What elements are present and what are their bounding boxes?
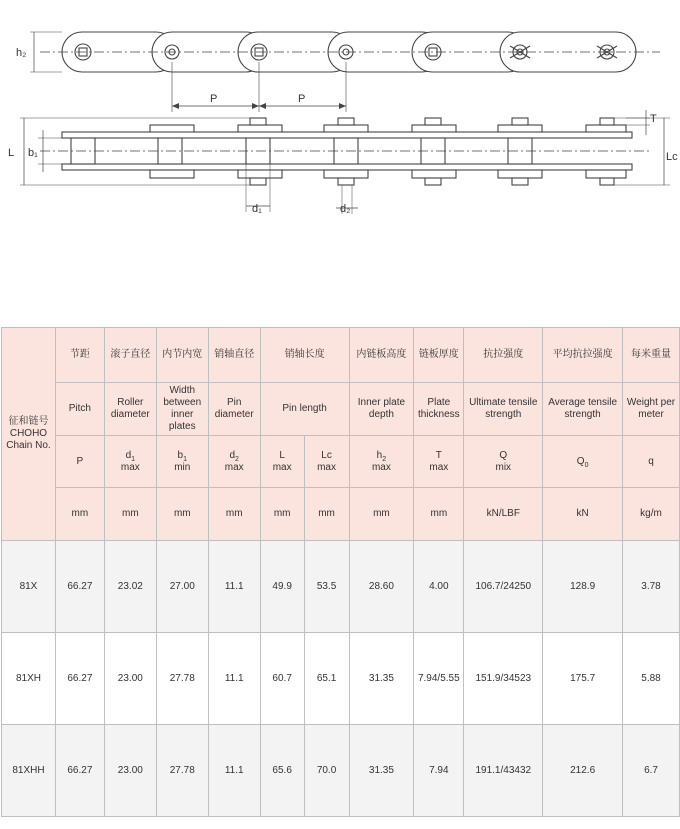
- col-unit-pin-length-lc: mm: [304, 488, 349, 541]
- col-sym-pitch: P: [55, 436, 104, 488]
- table-cell: 212.6: [543, 725, 623, 817]
- col-zh-plate-thickness: 链板厚度: [414, 328, 464, 383]
- chain-technical-drawing: [0, 0, 680, 230]
- table-cell: 66.27: [55, 633, 104, 725]
- col-en-inner-width: Width between inner plates: [156, 383, 208, 436]
- col-sym-roller-diameter: $d_1$ max: [104, 436, 156, 488]
- table-cell: 49.9: [260, 541, 304, 633]
- header-row-chinese: [2, 328, 680, 383]
- table-cell: 28.60: [349, 541, 414, 633]
- table-cell: 11.1: [208, 633, 260, 725]
- col-en-ultimate-tensile: Ultimate tensile strength: [464, 383, 543, 436]
- table-cell: 7.94: [414, 725, 464, 817]
- table-cell: 60.7: [260, 633, 304, 725]
- col-unit-inner-width: mm: [156, 488, 208, 541]
- table-cell: 27.00: [156, 541, 208, 633]
- table-cell: 66.27: [55, 725, 104, 817]
- table-cell: 128.9: [543, 541, 623, 633]
- col-zh-pitch: 节距: [55, 328, 104, 383]
- chain-no-cell: 81XH: [2, 633, 56, 725]
- col-en-average-tensile: Average tensile strength: [543, 383, 623, 436]
- table-cell: 70.0: [304, 725, 349, 817]
- col-zh-weight: 每米重量: [623, 328, 680, 383]
- table-cell: 106.7/24250: [464, 541, 543, 633]
- table-cell: 23.02: [104, 541, 156, 633]
- chain-no-header: 征和链号 CHOHO Chain No.: [2, 328, 56, 541]
- col-zh-ultimate-tensile: 抗拉强度: [464, 328, 543, 383]
- table-cell: 65.6: [260, 725, 304, 817]
- col-sym-plate-thickness: T max: [414, 436, 464, 488]
- col-unit-roller-diameter: mm: [104, 488, 156, 541]
- table-cell: 23.00: [104, 633, 156, 725]
- col-unit-pitch: mm: [55, 488, 104, 541]
- header-row-english: [2, 383, 680, 436]
- col-en-pitch: Pitch: [55, 383, 104, 436]
- chain-specification-table: [1, 327, 680, 817]
- table-cell: 53.5: [304, 541, 349, 633]
- dim-label-d2: d₂: [340, 203, 351, 215]
- col-unit-ultimate-tensile: kN/LBF: [464, 488, 543, 541]
- table-cell: 27.78: [156, 633, 208, 725]
- table-cell: 3.78: [623, 541, 680, 633]
- table-row: [2, 541, 680, 633]
- header-row-symbols: [2, 436, 680, 488]
- col-sym-average-tensile: $Q_0$: [543, 436, 623, 488]
- table-cell: 31.35: [349, 633, 414, 725]
- col-unit-pin-diameter: mm: [208, 488, 260, 541]
- table-cell: 7.94/5.55: [414, 633, 464, 725]
- table-cell: 6.7: [623, 725, 680, 817]
- dim-label-lc: Lc: [666, 151, 678, 163]
- col-sym-weight: q: [623, 436, 680, 488]
- chain-no-cell: 81XHH: [2, 725, 56, 817]
- col-sym-inner-plate-depth: $h_2$ max: [349, 436, 414, 488]
- table-cell: 4.00: [414, 541, 464, 633]
- table-cell: 11.1: [208, 725, 260, 817]
- table-cell: 191.1/43432: [464, 725, 543, 817]
- col-sym-ultimate-tensile: Q mix: [464, 436, 543, 488]
- table-cell: 31.35: [349, 725, 414, 817]
- col-unit-pin-length-l: mm: [260, 488, 304, 541]
- col-en-roller-diameter: Roller diameter: [104, 383, 156, 436]
- dim-label-h2: h₂: [16, 47, 27, 59]
- col-sym-pin-length-l: L max: [260, 436, 304, 488]
- col-zh-pin-diameter: 销轴直径: [208, 328, 260, 383]
- dim-label-b1: b₁: [28, 147, 38, 159]
- col-zh-roller-diameter: 滚子直径: [104, 328, 156, 383]
- header-row-units: [2, 488, 680, 541]
- table-row: [2, 633, 680, 725]
- col-unit-average-tensile: kN: [543, 488, 623, 541]
- chain-side-view: [30, 32, 660, 112]
- col-zh-pin-length: 销轴长度: [260, 328, 349, 383]
- col-unit-plate-thickness: mm: [414, 488, 464, 541]
- table-cell: 65.1: [304, 633, 349, 725]
- dim-label-pitch-2: P: [298, 93, 306, 105]
- dim-label-d1: d₁: [252, 203, 262, 215]
- col-sym-inner-width: $b_1$ min: [156, 436, 208, 488]
- dim-label-l: L: [8, 147, 15, 159]
- col-en-inner-plate-depth: Inner plate depth: [349, 383, 414, 436]
- col-en-pin-length: Pin length: [260, 383, 349, 436]
- col-sym-pin-diameter: $d_2$ max: [208, 436, 260, 488]
- table-cell: 23.00: [104, 725, 156, 817]
- col-zh-inner-plate-depth: 内链板高度: [349, 328, 414, 383]
- table-cell: 66.27: [55, 541, 104, 633]
- table-cell: 5.88: [623, 633, 680, 725]
- table-cell: 11.1: [208, 541, 260, 633]
- dim-label-t: T: [650, 113, 657, 125]
- table-row: [2, 725, 680, 817]
- chain-no-cell: 81X: [2, 541, 56, 633]
- col-en-weight: Weight per meter: [623, 383, 680, 436]
- col-unit-inner-plate-depth: mm: [349, 488, 414, 541]
- col-zh-average-tensile: 平均抗拉强度: [543, 328, 623, 383]
- col-unit-weight: kg/m: [623, 488, 680, 541]
- col-sym-pin-length-lc: Lc max: [304, 436, 349, 488]
- dim-label-pitch-1: P: [210, 93, 218, 105]
- col-zh-inner-width: 内节内宽: [156, 328, 208, 383]
- col-en-pin-diameter: Pin diameter: [208, 383, 260, 436]
- table-cell: 175.7: [543, 633, 623, 725]
- col-en-plate-thickness: Plate thickness: [414, 383, 464, 436]
- chain-top-view: [20, 110, 670, 214]
- table-cell: 151.9/34523: [464, 633, 543, 725]
- table-cell: 27.78: [156, 725, 208, 817]
